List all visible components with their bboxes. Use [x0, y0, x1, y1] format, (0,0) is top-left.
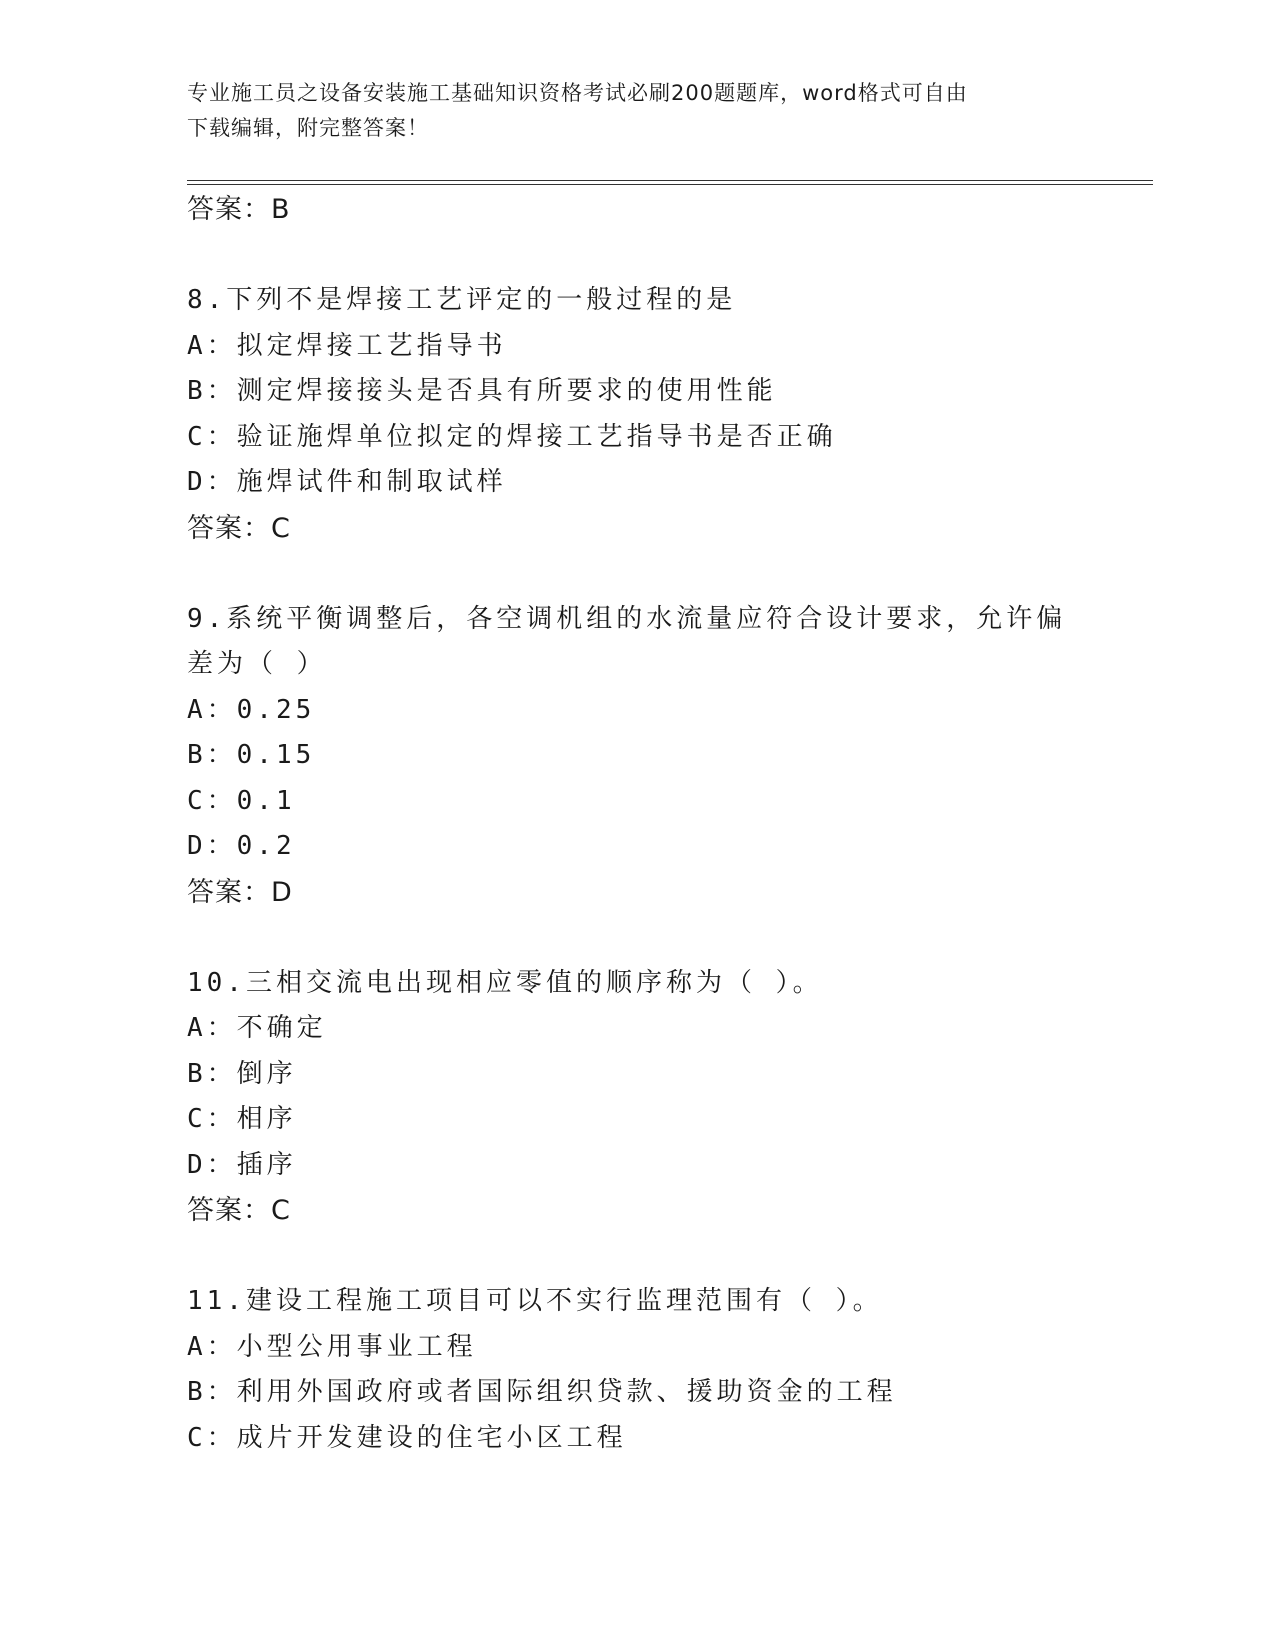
header-line-1: 专业施工员之设备安装施工基础知识资格考试必刷200题题库，word格式可自由: [187, 81, 968, 105]
spacer: [187, 1234, 1147, 1280]
answer-line: 答案：C: [187, 512, 291, 544]
option-a: A：小型公用事业工程: [187, 1331, 477, 1362]
option-b: B：利用外国政府或者国际组织贷款、援助资金的工程: [187, 1377, 897, 1407]
question-stem: 11.建设工程施工项目可以不实行监理范围有（ ）。: [187, 1286, 883, 1316]
question-stem: 10.三相交流电出现相应零值的顺序称为（ ）。: [187, 967, 823, 998]
answer-line: 答案：C: [187, 1195, 291, 1226]
option-b: B：倒序: [187, 1058, 297, 1089]
option-c: C：相序: [187, 1104, 297, 1134]
previous-answer: 答案：B: [187, 194, 291, 225]
spacer: [187, 233, 1147, 279]
option-c: C：0.1: [187, 785, 296, 816]
question-block: [187, 961, 1147, 1234]
question-block: [187, 1279, 1147, 1461]
option-b: B：测定焊接接头是否具有所要求的使用性能: [187, 376, 777, 406]
document-header: [187, 76, 1087, 146]
option-d: D：施焊试件和制取试样: [187, 467, 507, 497]
header-divider: [187, 180, 1153, 185]
option-c: C：成片开发建设的住宅小区工程: [187, 1422, 627, 1453]
answer-line: 答案：D: [187, 876, 293, 908]
option-a: A：0.25: [187, 694, 316, 725]
question-block: [187, 597, 1147, 916]
option-a: A：拟定焊接工艺指导书: [187, 330, 507, 361]
question-block: [187, 278, 1147, 551]
question-stem: 9.系统平衡调整后，各空调机组的水流量应符合设计要求，允许偏差为（ ）: [187, 603, 1067, 679]
option-a: A：不确定: [187, 1013, 327, 1043]
option-b: B：0.15: [187, 740, 316, 770]
question-list: [187, 187, 1147, 1461]
spacer: [187, 915, 1147, 961]
question-stem: 8.下列不是焊接工艺评定的一般过程的是: [187, 285, 737, 315]
option-c: C：验证施焊单位拟定的焊接工艺指导书是否正确: [187, 421, 837, 452]
spacer: [187, 551, 1147, 597]
header-line-2: 下载编辑，附完整答案！: [187, 116, 429, 140]
option-d: D：插序: [187, 1149, 297, 1180]
option-d: D：0.2: [187, 831, 296, 861]
